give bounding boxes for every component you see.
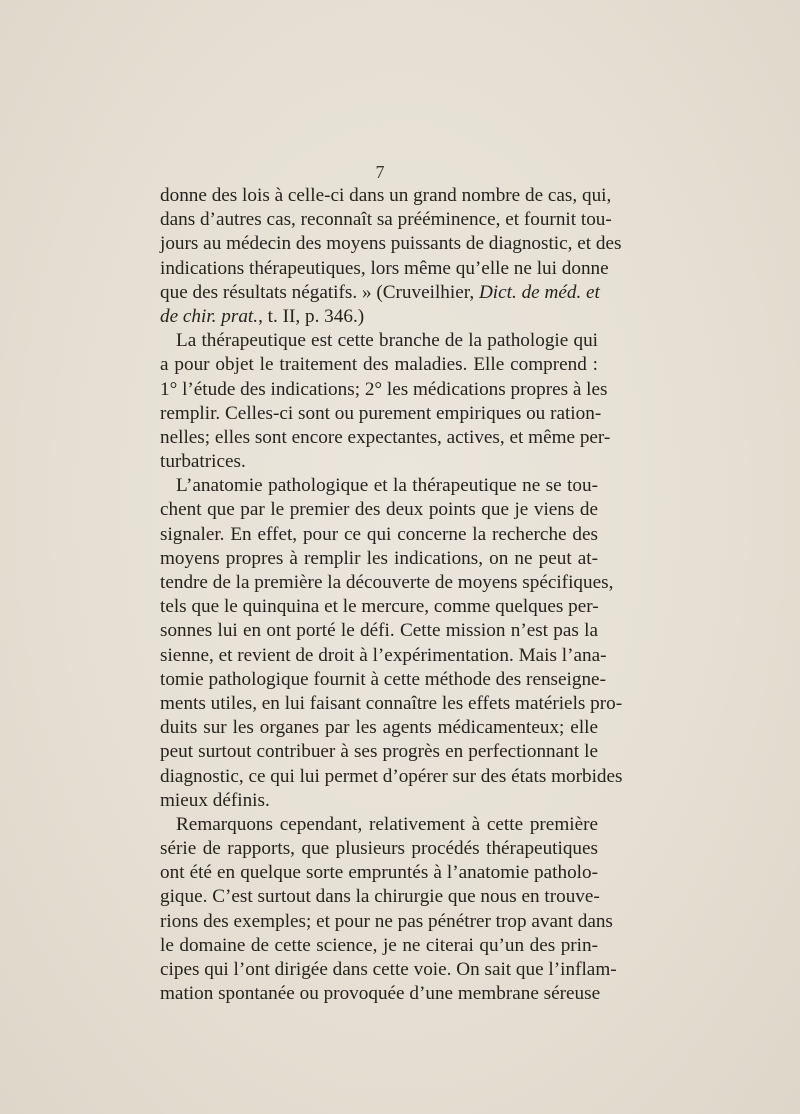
text-line: cipes qui l’ont dirigée dans cette voie. On sait que l’inflam- (160, 959, 617, 980)
text-line: nelles; elles sont encore expectantes, actives, et même per- (160, 426, 611, 448)
text-line: tels que le quinquina et le mercure, comme quelques per- (160, 596, 599, 618)
text-line: donne des lois à celle-ci dans un grand nombre de cas, qui, (160, 185, 612, 206)
text-line: La thérapeutique est cette branche de la pathologie qui (176, 330, 598, 352)
text-line: le domaine de cette science, je ne citerai qu’un des prin- (160, 934, 598, 956)
text-line: chent que par le premier des deux points que je viens de (160, 499, 598, 521)
text-line: indications thérapeutiques, lors même qu’elle ne lui donne (160, 257, 609, 279)
text-line: turbatrices. (160, 451, 246, 473)
page-number: 7 (375, 162, 385, 182)
text-line: diagnostic, ce qui lui permet d’opérer sur des états morbides (160, 765, 623, 787)
text-line: que des résultats négatifs. » (Cruveilhier, Dict. de méd. et (160, 281, 600, 303)
text-line: gique. C’est surtout dans la chirurgie que nous en trouve- (160, 886, 600, 908)
text-line: mieux définis. (160, 789, 270, 811)
text-line: dans d’autres cas, reconnaît sa prééminence, et fournit tou- (160, 209, 612, 231)
text-line: L’anatomie pathologique et la thérapeutique ne se tou- (176, 475, 598, 497)
text-line: a pour objet le traitement des maladies. Elle comprend : (160, 354, 598, 376)
text-line: remplir. Celles-ci sont ou purement empiriques ou ration- (160, 402, 602, 424)
text-line: 1° l’étude des indications; 2° les médications propres à les (160, 378, 608, 400)
text-line: signaler. En effet, pour ce qui concerne la recherche des (160, 523, 598, 545)
text-line: tomie pathologique fournit à cette méthode des renseigne- (160, 668, 606, 690)
text-line: sonnes lui en ont porté le défi. Cette mission n’est pas la (160, 620, 598, 642)
text-line: série de rapports, que plusieurs procédés thérapeutiques (160, 838, 598, 860)
text-line: rions des exemples; et pour ne pas pénétrer trop avant dans (160, 910, 613, 932)
text-line: peut surtout contribuer à ses progrès en perfectionnant le (160, 741, 598, 763)
text-line: moyens propres à remplir les indications, on ne peut at- (160, 547, 598, 569)
body-text (160, 184, 623, 1006)
text-line: mation spontanée ou provoquée d’une membrane séreuse (160, 983, 601, 1005)
text-line: sienne, et revient de droit à l’expérimentation. Mais l’ana- (160, 644, 607, 666)
text-line: Remarquons cependant, relativement à cette première (176, 813, 598, 835)
text-line: de chir. prat., t. II, p. 346.) (160, 305, 365, 327)
text-line: ont été en quelque sorte empruntés à l’anatomie patholo- (160, 862, 598, 884)
text-line: tendre de la première la découverte de moyens spécifiques, (160, 572, 614, 593)
text-line: ments utiles, en lui faisant connaître les effets matériels pro- (160, 692, 623, 714)
text-line: jours au médecin des moyens puissants de diagnostic, et des (160, 233, 622, 255)
text-line: duits sur les organes par les agents médicamenteux; elle (160, 717, 598, 739)
